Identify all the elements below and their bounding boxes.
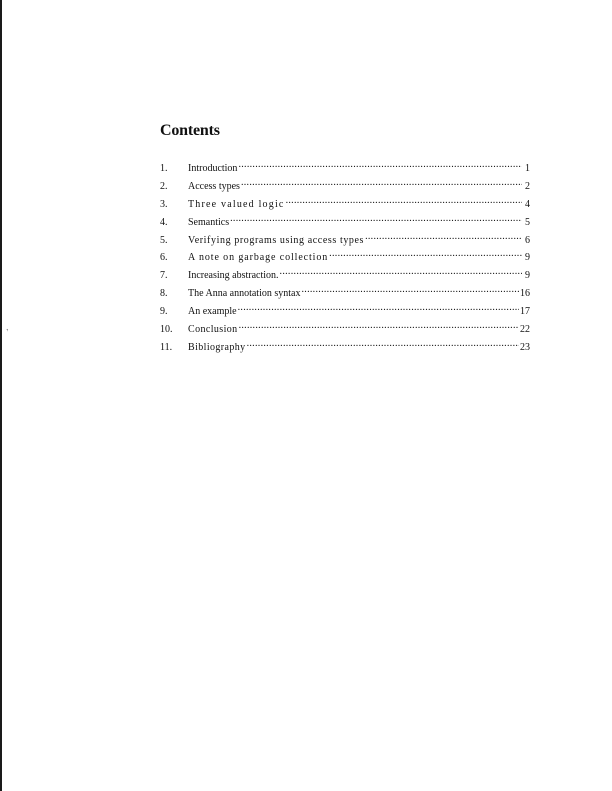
toc-entry-6[interactable] [160, 248, 530, 266]
toc-dot-leader [238, 159, 522, 171]
toc-entry-10[interactable] [160, 320, 530, 338]
toc-entry-5[interactable] [160, 231, 530, 249]
toc-entry-number: 5. [160, 234, 168, 246]
toc-entry-8[interactable] [160, 284, 530, 302]
toc-entry-title: Bibliography [188, 341, 246, 353]
toc-entry-title: Three valued logic [188, 198, 285, 210]
toc-entry-1[interactable] [160, 159, 530, 177]
toc-entry-page: 9 [525, 252, 530, 264]
toc-dot-leader [365, 231, 522, 243]
toc-entry-number: 3. [160, 198, 168, 210]
toc-entry-4[interactable] [160, 213, 530, 231]
toc-entry-number: 2. [160, 180, 168, 192]
toc-dot-leader [329, 248, 522, 260]
toc-entry-page: 1 [525, 163, 530, 174]
toc-entry-11[interactable] [160, 338, 530, 356]
toc-entry-title: Semantics [188, 216, 230, 228]
scan-mark: , [2, 321, 10, 333]
toc-dot-leader [286, 195, 522, 207]
toc-entry-title: Verifying programs using access types [188, 234, 365, 246]
toc-entry-title: The Anna annotation syntax [188, 288, 301, 300]
toc-dot-leader [230, 213, 522, 225]
toc-entry-page: 9 [525, 270, 530, 282]
toc-entry-page: 5 [525, 216, 530, 228]
toc-entry-page: 16 [520, 288, 530, 300]
toc-entry-number: 8. [160, 288, 168, 300]
toc-entry-number: 7. [160, 270, 168, 282]
toc-entry-page: 2 [525, 180, 530, 192]
toc-entry-title: A note on garbage collection [188, 252, 329, 264]
toc-dot-leader [239, 320, 519, 332]
contents-heading: Contents [160, 122, 220, 139]
toc-entry-title: Access types [188, 180, 240, 192]
toc-entry-number: 6. [160, 252, 168, 264]
toc-entry-number: 9. [160, 306, 168, 318]
toc-dot-leader [241, 177, 522, 189]
table-of-contents [160, 159, 530, 356]
toc-entry-title: Conclusion [188, 324, 238, 336]
toc-entry-9[interactable] [160, 302, 530, 320]
toc-entry-number: 10. [160, 324, 173, 336]
toc-dot-leader [301, 284, 519, 296]
toc-entry-7[interactable] [160, 266, 530, 284]
toc-entry-3[interactable] [160, 195, 530, 213]
toc-dot-leader [280, 266, 522, 278]
toc-entry-page: 23 [520, 341, 530, 353]
page-edge-line [0, 0, 2, 791]
toc-entry-title: Increasing abstraction. [188, 270, 279, 282]
toc-entry-page: 4 [525, 198, 530, 210]
toc-dot-leader [247, 338, 519, 350]
toc-dot-leader [238, 302, 519, 314]
toc-entry-title: An example [188, 306, 237, 318]
toc-entry-page: 22 [520, 324, 530, 336]
toc-entry-number: 1. [160, 163, 168, 174]
toc-entry-page: 6 [525, 234, 530, 246]
toc-entry-2[interactable] [160, 177, 530, 195]
toc-entry-number: 11. [160, 341, 173, 353]
toc-entry-number: 4. [160, 216, 168, 228]
toc-entry-page: 17 [520, 306, 530, 318]
toc-entry-title: Introduction [188, 163, 238, 174]
